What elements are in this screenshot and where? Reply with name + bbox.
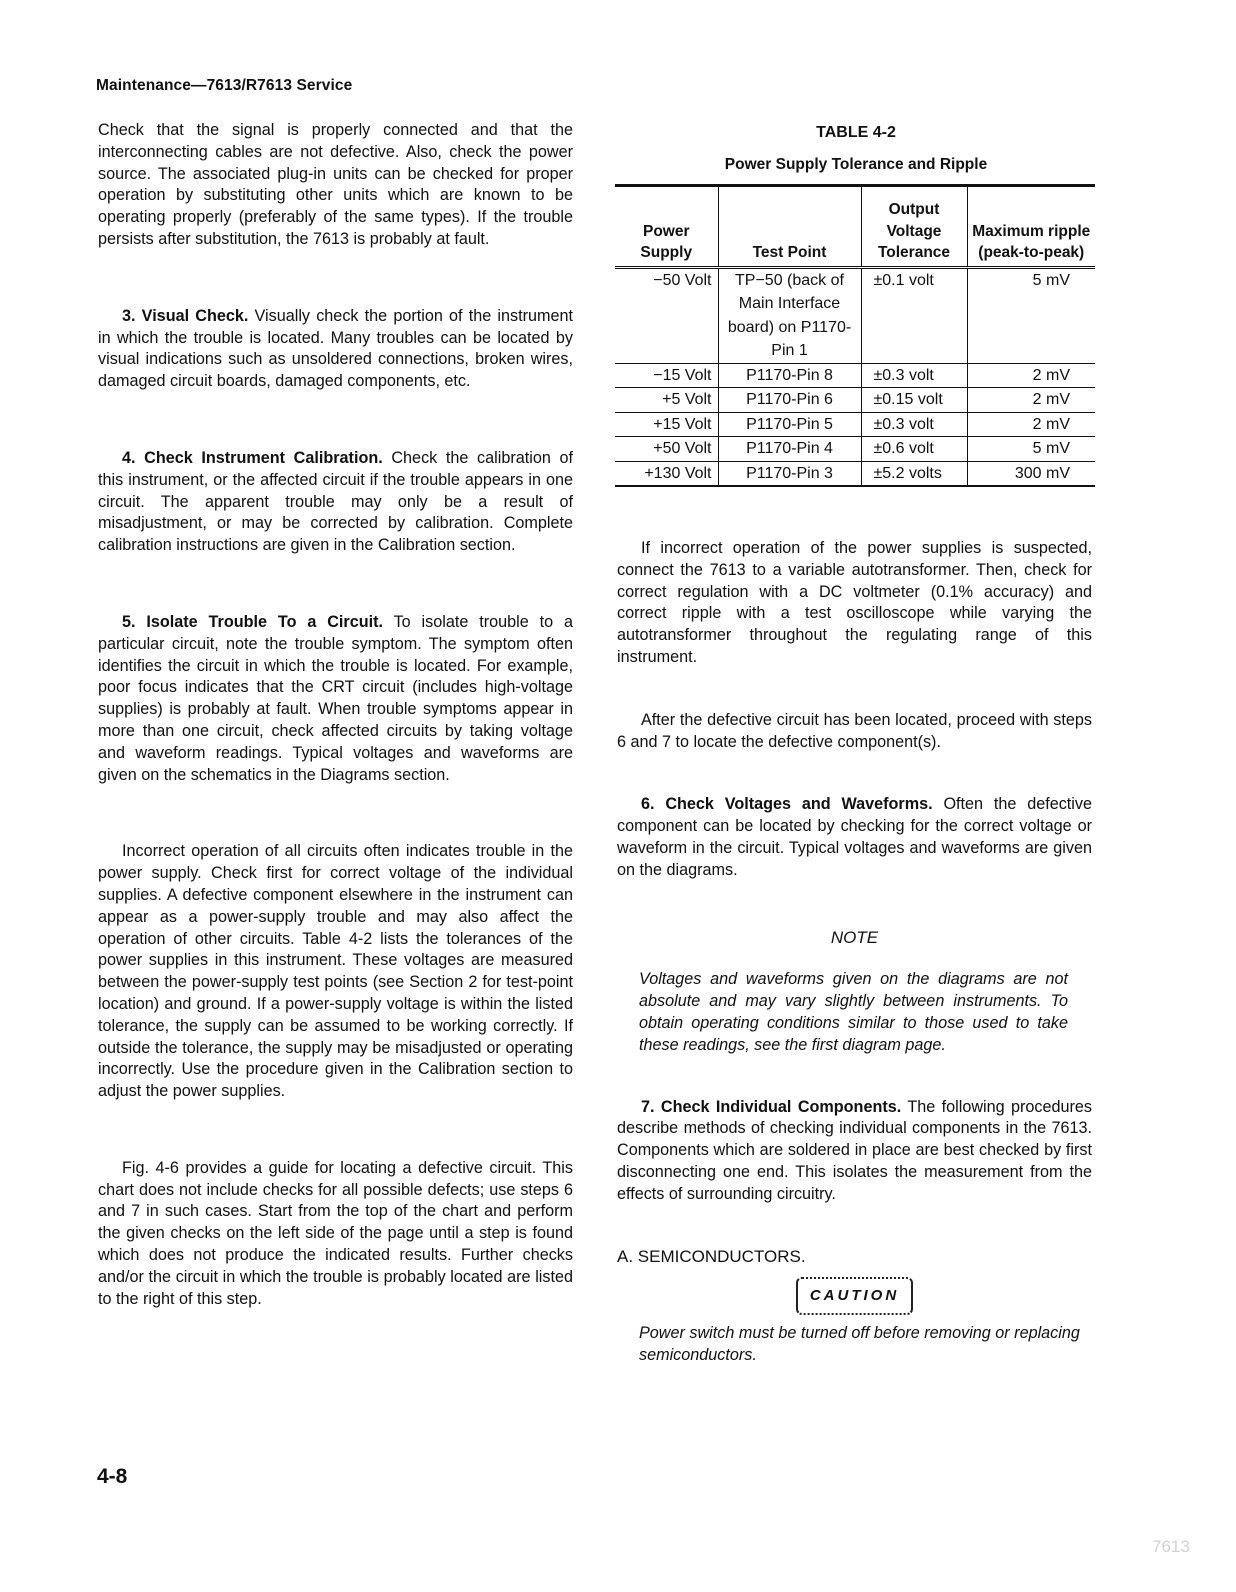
caution-banner (617, 1277, 1092, 1315)
cell-power-supply: −50 Volt (615, 267, 718, 363)
cell-ripple: 2 mV (967, 363, 1095, 388)
step-5-heading: 5. Isolate Trouble To a Circuit. (122, 612, 383, 631)
paragraph-voltages-waveforms (617, 794, 1092, 881)
table-row (615, 461, 1095, 486)
table-row (615, 267, 1095, 363)
cell-power-supply: +130 Volt (615, 461, 718, 486)
cell-test-point: TP−50 (back of Main Interface board) on P1170-Pin 1 (718, 267, 861, 363)
watermark: 7613 (1152, 1537, 1190, 1556)
caution-text: Power switch must be turned off before removing or replacing semiconductors. (639, 1324, 1080, 1364)
paragraph-power-supply: Incorrect operation of all circuits often indicates trouble in the power supply. Check first for correct voltage of the individual supplies. A defective component elsewhere in the instrument can appear as a power-supply trouble and may also affect the operation of other circuits. Table 4-2 lists the tolerances of the power supplies in this instrument. These voltages are measured between the power-supply test points (see Section 2 for test-point location) and ground. If a power-supply voltage is within the listed tolerance, the supply can be assumed to be working correctly. If outside the tolerance, the supply may be misadjusted or operating incorrectly. Use the procedure given in the Calibration section to adjust the power supplies. (98, 842, 573, 1101)
cell-test-point: P1170-Pin 8 (718, 363, 861, 388)
header-test-point: Test Point (718, 186, 861, 268)
cell-power-supply: +15 Volt (615, 412, 718, 437)
paragraph-individual-components (617, 1097, 1092, 1206)
step-6-heading: 6. Check Voltages and Waveforms. (641, 795, 933, 814)
cell-tolerance: ±0.6 volt (861, 437, 967, 462)
header-output-voltage-tolerance: Output Voltage Tolerance (861, 186, 967, 268)
step-3-heading: 3. Visual Check. (122, 306, 249, 325)
step-6-text: Often the defective component can be located by checking for the correct voltage or waveform in the circuit. Typical voltages and waveforms are given on the diagrams. (617, 795, 1092, 879)
paragraph-after-defective: After the defective circuit has been located, proceed with steps 6 and 7 to locate the defective component(s). (617, 710, 1092, 751)
header-power-supply: Power Supply (615, 186, 718, 268)
note-body: Voltages and waveforms given on the diagrams are not absolute and may vary slightly between instruments. To obtain operating conditions similar to those used to take these readings, see the first diagram page. (639, 970, 1068, 1054)
cell-tolerance: ±0.1 volt (861, 267, 967, 363)
cell-power-supply: −15 Volt (615, 363, 718, 388)
power-supply-table (615, 184, 1095, 487)
page-number: 4-8 (97, 1465, 128, 1488)
cell-power-supply: +50 Volt (615, 437, 718, 462)
table-row (615, 437, 1095, 462)
right-column (617, 538, 1092, 1367)
cell-test-point: P1170-Pin 5 (718, 412, 861, 437)
step-5-text: To isolate trouble to a particular circuit, note the trouble symptom. The symptom often identifies the circuit in which the trouble is located. For example, poor focus indicates that the CRT circuit (includes high-voltage supplies) is probably at fault. When trouble symptoms appear in more than one circuit, check affected circuits by taking voltage and waveform readings. Typical voltages and waveforms are given on the schematics in the Diagrams section. (98, 612, 573, 784)
cell-test-point: P1170-Pin 6 (718, 388, 861, 413)
step-7-text: The following procedures describe methods of checking individual components in the 7613. Components which are soldered in place are best checked by first disconnecting one end. This isolates the measurement from the effects of surrounding circuitry. (617, 1097, 1092, 1203)
step-3-text: Visually check the portion of the instrument in which the trouble is located. Many troubles can be located by visual indications such as unsoldered connections, broken wires, damaged circuit boards, damaged components, etc. (98, 306, 573, 391)
section-semiconductors: A. SEMICONDUCTORS. (617, 1246, 806, 1266)
cell-ripple: 5 mV (967, 437, 1095, 462)
table-row (615, 363, 1095, 388)
header-maximum-ripple: Maximum ripple (peak-to-peak) (967, 186, 1095, 268)
cell-ripple: 5 mV (967, 267, 1095, 363)
cell-ripple: 300 mV (967, 461, 1095, 486)
page-header: Maintenance—7613/R7613 Service (96, 77, 353, 94)
paragraph-calibration-check (98, 448, 573, 557)
paragraph-fig-guide: Fig. 4-6 provides a guide for locating a defective circuit. This chart does not include checks for all possible defects; use steps 6 and 7 in such cases. Start from the top of the chart and perform the given checks on the left side of the page until a step is found which does not produce the indicated results. Further checks and/or the circuit in which the trouble is probably located are listed to the right of this step. (98, 1158, 573, 1308)
table-label: TABLE 4-2 (816, 124, 896, 141)
step-4-text: Check the calibration of this instrument, or the affected circuit if the trouble appears in one circuit. The apparent trouble may only be a result of misadjustment, or may be corrected by calibration. Complete calibration instructions are given in the Calibration section. (98, 448, 573, 555)
cell-tolerance: ±0.3 volt (861, 412, 967, 437)
cell-test-point: P1170-Pin 4 (718, 437, 861, 462)
cell-power-supply: +5 Volt (615, 388, 718, 413)
cell-tolerance: ±0.3 volt (861, 363, 967, 388)
paragraph-visual-check (98, 306, 573, 393)
cell-tolerance: ±5.2 volts (861, 461, 967, 486)
note-title: NOTE (830, 927, 879, 947)
paragraph-isolate-trouble (98, 612, 573, 786)
paragraph-autotransformer: If incorrect operation of the power supplies is suspected, connect the 7613 to a variable autotransformer. Then, check for correct regulation with a DC voltmeter (0.1% accuracy) and correct ripple with a test oscilloscope while varying the autotransformer throughout the regulating range of this instrument. (617, 539, 1092, 666)
table-header-row (615, 186, 1095, 268)
step-7-heading: 7. Check Individual Components. (641, 1097, 902, 1116)
step-4-heading: 4. Check Instrument Calibration. (122, 448, 383, 467)
table-row (615, 388, 1095, 413)
left-column (98, 120, 573, 1310)
caution-label: CAUTION (796, 1277, 913, 1315)
cell-ripple: 2 mV (967, 412, 1095, 437)
table-title: Power Supply Tolerance and Ripple (724, 156, 988, 173)
cell-tolerance: ±0.15 volt (861, 388, 967, 413)
table-row (615, 412, 1095, 437)
cell-ripple: 2 mV (967, 388, 1095, 413)
cell-test-point: P1170-Pin 3 (718, 461, 861, 486)
paragraph-signal-check: Check that the signal is properly connected and that the interconnecting cables are not defective. Also, check the power source. The associated plug-in units can be checked for proper operation by substituting other units which are known to be operating properly (preferably of the same types). If the trouble persists after substitution, the 7613 is probably at fault. (98, 121, 573, 248)
